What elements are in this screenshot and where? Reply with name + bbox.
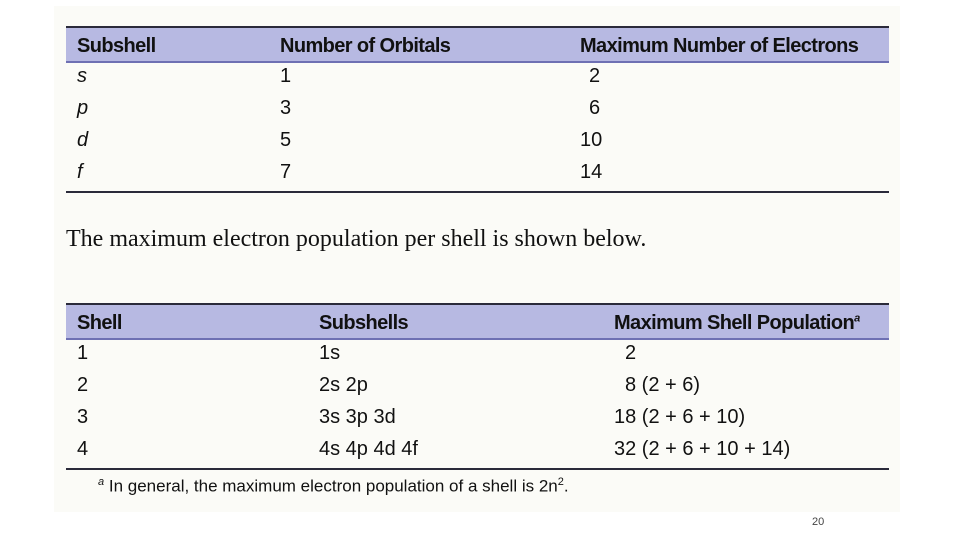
body-sentence: The maximum electron population per shell is shown below. <box>66 226 647 252</box>
footnote-exponent: 2 <box>557 476 564 488</box>
footnote-text: In general, the maximum electron population of a shell is 2n <box>108 476 558 496</box>
header-maximum-shell-population-text: Maximum Shell Population <box>614 312 855 334</box>
header-shell: Shell <box>77 312 122 334</box>
electrons-cell: 10 <box>580 129 603 151</box>
orbitals-cell: 7 <box>280 161 292 183</box>
table-row <box>66 95 889 127</box>
header-subshells: Subshells <box>319 312 409 334</box>
shell-cell: 1 <box>77 342 89 364</box>
header-maximum-shell-population <box>614 312 860 335</box>
footnote-end: . <box>563 476 569 496</box>
footnote <box>98 476 569 497</box>
table-row <box>66 436 889 468</box>
subshells-cell: 1s <box>319 342 341 364</box>
electrons-cell: 14 <box>580 161 603 183</box>
population-cell: 18 (2 + 6 + 10) <box>614 406 746 428</box>
subshell-cell: p <box>77 97 89 119</box>
subshell-cell: s <box>77 65 87 87</box>
header-subshell: Subshell <box>77 35 156 57</box>
subshells-cell: 4s 4p 4d 4f <box>319 438 418 460</box>
table-row <box>66 63 889 95</box>
table-row <box>66 404 889 436</box>
population-cell: 32 (2 + 6 + 10 + 14) <box>614 438 791 460</box>
table-row <box>66 340 889 372</box>
shell-cell: 2 <box>77 374 89 396</box>
page-number: 20 <box>812 516 825 528</box>
orbitals-cell: 5 <box>280 129 292 151</box>
table-row <box>66 159 889 191</box>
shell-table <box>66 303 889 470</box>
table-row <box>66 127 889 159</box>
footnote-mark: a <box>98 476 105 488</box>
orbitals-cell: 1 <box>280 65 292 87</box>
header-number-of-orbitals: Number of Orbitals <box>280 35 451 57</box>
electrons-cell: 2 <box>589 65 601 87</box>
table-row <box>66 372 889 404</box>
footnote-mark: a <box>854 312 860 325</box>
subshell-cell: f <box>77 161 83 183</box>
shell-table-header <box>66 305 889 340</box>
orbitals-cell: 3 <box>280 97 292 119</box>
subshells-cell: 2s 2p <box>319 374 368 396</box>
shell-cell: 4 <box>77 438 89 460</box>
subshell-table-header <box>66 28 889 63</box>
electrons-cell: 6 <box>589 97 601 119</box>
subshell-table <box>66 26 889 193</box>
population-cell: 2 <box>625 342 637 364</box>
subshells-cell: 3s 3p 3d <box>319 406 396 428</box>
shell-cell: 3 <box>77 406 89 428</box>
header-maximum-electrons: Maximum Number of Electrons <box>580 35 859 57</box>
population-cell: 8 (2 + 6) <box>625 374 701 396</box>
subshell-cell: d <box>77 129 89 151</box>
